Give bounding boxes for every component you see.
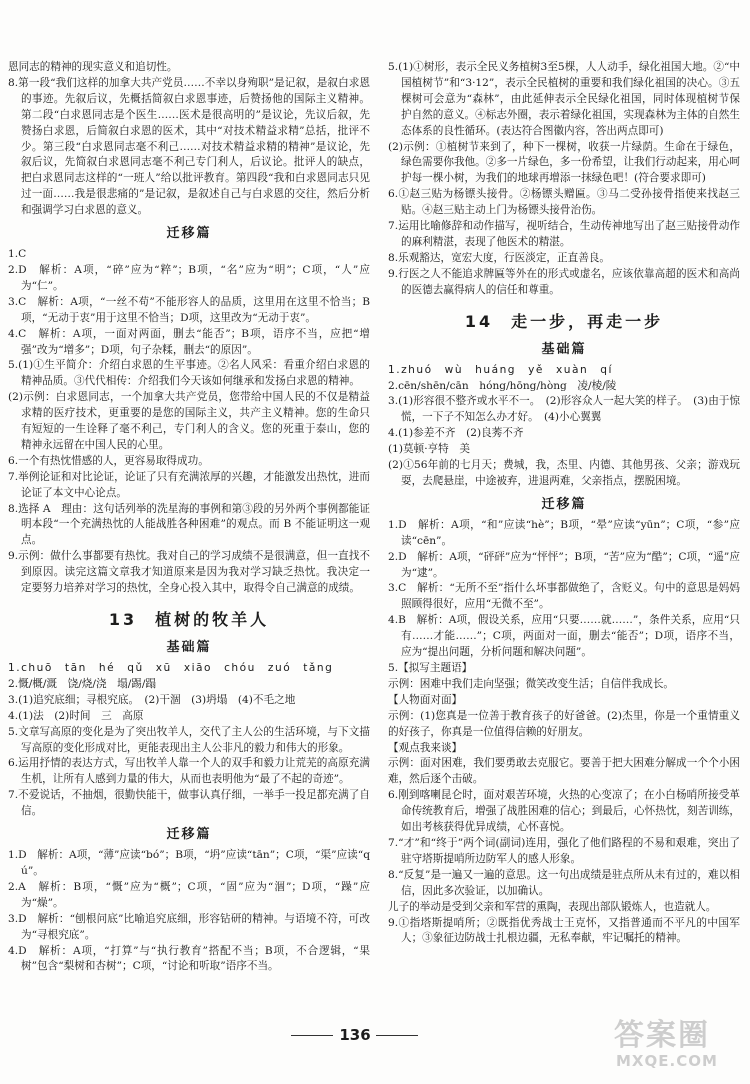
answer-item: 2.D 解析：A项，“砰砰”应为“怦怦”；B项，“苦”应为“酷”；C项，“遥”应为“逮”。 [388,550,740,579]
answer-item: 7.运用比喻修辞和动作描写，视听结合，生动传神地写出了赵三贴接骨动作的麻利精湛，表现了他医术的精湛。 [388,220,740,248]
answer-item: 1.C [8,248,27,261]
answer-item: 3.D 解析：“刨根问底”比喻追究底细，形容钻研的精神。与语境不符，可改为“寻根究底”。 [8,912,370,941]
answer-item: 4.(1)法 (2)时间 三 高原 [8,709,144,722]
section-heading: 迁移篇 [166,226,212,242]
answer-item: 4.(1)参差不齐 (2)良莠不齐 [388,427,524,440]
left-column [8,60,370,975]
answer-item: 6.运用抒情的表达方式，写出牧羊人靠一个人的双手和毅力让荒芜的高原充满生机，让所有人感到力量的伟大，从而也表明他为“最了不起的奇迹”。 [8,757,370,786]
answer-item: 8.“反复”是一遍又一遍的意思。这一句出成绩是驻点所从未有过的，难以相信，因此多次验证，以加确认。 [388,868,740,897]
answer-item: 3.(1)形容很不整齐或水平不一。 (2)形容众人一起大笑的样子。 (3)由于惊慌，一下子不知怎么办才好。 (4)小心翼翼 [388,395,740,424]
answer-item: 8.乐观豁达，宽宏大度，行医淡定，正直善良。 [388,251,610,264]
page-number: 136 [339,1026,371,1044]
pinyin-line: 1.zhuó wù huáng yě xuàn qí [388,363,613,376]
answer-item: (2)示例：白求恩同志，一个加拿大共产党员，您带给中国人民的不仅是精益求精的医疗技术，更重要的是您的国际主义，共产主义精神。您的生命只有短短的一生诠释了毫不利己，专门利人的含义。您的死重于泰山，您的精神永远留在中国人民的心里。 [8,391,370,451]
answer-item: 3.C 解析：A项，“一丝不苟”不能形容人的品质，这里用在这里不恰当；B项，“无动于衷”用于这里不恰当；D项，这里改为“无动于衷”。 [8,295,370,324]
answer-item: 5.(1)①树形，表示全民义务植树3至5棵，人人动手，绿化祖国大地。②“中国植树节”和“3·12”，表示全民植树的重要和我们绿化祖国的决心。③五棵树可会意为“森林”，由此延伸表示全民绿化祖国，同时体现植树节保护自然的意义。④标志外圈，表示着绿化祖国，实现森林为主体的自然生态体系的良性循环。(表达符合图徽内容，答出两点即可) [388,61,740,137]
watermark-text: 答案圈 [614,1018,710,1053]
answer-item: 【人物面对面】 [388,693,463,706]
answer-item: 9.行医之人不能追求牌匾等外在的形式或虚名，应该依靠高超的医术和高尚的医德去赢得病人的信任和尊重。 [388,267,740,296]
answer-item: 2.慨/概/溉 饶/烧/浇 塌/踢/蹋 [8,677,157,690]
lesson-name: 植树的牧羊人 [155,610,270,629]
answer-item: 6.一个有热忱惜感的人，更容易取得成功。 [8,454,209,467]
answer-item: 儿子的举动是受到父亲和军营的熏陶，表现出部队锻炼人，也造就人。 [388,900,717,913]
answer-item: 5.文章写高原的变化是为了突出牧羊人，交代了主人公的生活环境，与下文描写高原的变化形成对比，更能表现出主人公非凡的毅力和伟大的形象。 [8,725,370,754]
answer-item: (1)莫顿·亨特 美 [388,443,470,456]
answer-item: 9.①指塔斯提哨所；②既指优秀战士王克怀，又指普通而不平凡的中国军人；③象征边防战士扎根边疆，无私奉献，牢记嘱托的精神。 [388,916,740,945]
answer-item: 4.C 解析：A项，一面对两面，删去“能否”；B项，语序不当，应把“增强”改为“增多”；D项，句子杂糅，删去“的原因”。 [8,327,370,356]
section-heading: 基础篇 [541,341,587,357]
answer-item: 示例：困难中我们走向坚强；微笑改变生活；自信伴我成长。 [388,677,675,690]
answer-item: (2)①56年前的七月天；费城，我，杰里、内德、其他男孩、父亲；游戏玩耍，去爬悬崖，中途被弃，进退两难，父亲指点，摆脱困境。 [388,459,740,487]
answer-item: 3.(1)追究底细；寻根究底。 (2)干涸 (3)坍塌 (4)不毛之地 [8,693,296,706]
answer-item: 4.B 解析：A项，假设关系，应用“只要……就……”，条件关系，应用“只有……才能……”；C项，两面对一面，删去“能否”；D项，语序不当，应为“提出问题，分析问题和解决问题”。 [388,614,740,659]
lesson-number: 14 [464,311,494,331]
section-heading: 迁移篇 [541,496,587,512]
answer-item: 5.【拟写主题语】 [388,662,473,674]
answer-item: 示例：(1)您真是一位善于教育孩子的好爸爸。(2)杰里，你是一个重情重义的好孩子，你真是一位值得信赖的好朋友。 [388,709,740,738]
answer-item: 8.第一段“我们这样的加拿大共产党员……不幸以身殉职”是记叙，是叙白求恩的事迹。先叙后议，先概括简叙白求恩事迹，后赞扬他的国际主义精神。第二段“白求恩同志是个医生……医术是很高明的”是议论，先议后叙，先赞扬白求恩，后简叙白求恩的医术，其中“对技术精益求精”总括，批评不少。第三段“白求恩同志毫不利己……对技术精益求精的精神”是议论，先叙后议，先简叙白求恩同志毫不利己专门利人，后议论。批评人的缺点，把白求恩同志这样的“一班人”给以批评教育。第四段“我和白求恩同志只见过一面……我是很悲痛的”是记叙，是叙述自己与白求恩的交往，然后分析和强调学习白求恩的意义。 [8,76,370,217]
answer-item: 2.D 解析：A项，“碎”应为“粹”；B项，“名”应为“明”；C项，“人”应为“仁”。 [8,263,370,292]
right-column [388,60,740,947]
answer-item: 8.选择 A 理由：这句话列举的洗星海的事例和第③段的另外两个事例都能证明本段“一个充满热忱的人能战胜各种困难”的观点。而 B 不能证明这一观点。 [8,502,370,547]
lesson-title [388,309,740,335]
answer-item: 1.D 解析：A项，“和”应读“hè”；B项，“晕”应读“yūn”；C项，“参”应读“cēn”。 [388,518,740,547]
lesson-name: 走一步，再走一步 [511,311,664,331]
answer-item: 2.A 解析：B项，“慨”应为“概”；C项，“固”应为“涸”；D项，“躁”应为“燥”。 [8,880,370,909]
answer-item: 恩同志的精神的现实意义和追切性。 [8,61,178,73]
lesson-title [8,607,370,633]
section-heading: 迁移篇 [166,827,212,843]
section-heading: 基础篇 [166,640,212,655]
answer-item: 示例：面对困难，我们要勇敢去克服它。要善于把大困难分解成一个个小困难，然后逐个击破。 [388,757,740,786]
watermark-url: MXQE.COM [616,1052,718,1070]
lesson-number: 13 [108,610,138,629]
answer-item: 【观点我来谈】 [388,741,463,754]
footer-rule-left [291,1035,333,1036]
answer-item: 7.不爱说话，不抽烟，很勤快能干，做事认真仔细，一举手一投足都充满了自信。 [8,789,370,818]
pinyin-line: 1.chuō tān hé qǔ xū xiāo chóu zuó tǎng [8,662,334,674]
footer-rule-right [376,1035,418,1036]
answer-item: 6.①赵三贴为杨镖头接骨。②杨镖头赠匾。③马二受孙接骨指使来找赵三贴。④赵三贴主动上门为杨镖头接骨治伤。 [388,188,740,217]
answer-item: 1.D 解析：A项，“薄”应读“bó”；B项，“坍”应读“tān”；C项，“渠”应读“qú”。 [8,849,370,877]
answer-item: 7.举例论证和对比论证，论证了只有充满浓厚的兴趣，才能激发出热忱，进而论证了本文中心论点。 [8,470,370,499]
watermark-logo [600,1010,745,1080]
answer-item: 6.刚到喀喇昆仑时，面对艰苦环境，火热的心变凉了；在小白杨哨所接受革命传统教育后，增强了战胜困难的信心；到最后，心怀热忱，刻苦训练，如出考核获得优异成绩，心怀喜悦。 [388,789,740,834]
answer-item: 3.C 解析：“无所不至”指什么坏事都做绝了，含贬义。句中的意思是妈妈照顾得很好，应用“无微不至”。 [388,582,740,611]
answer-item: 5.(1)①生平简介：介绍白求恩的生平事迹。②名人风采：看重介绍白求恩的精神品质。③代代相传：介绍我们今天该如何继承和发扬白求恩的精神。 [8,359,370,388]
answer-item: 7.“才”和“终于”两个词(副词)连用，强化了他们路程的不易和艰难，突出了驻守塔斯提哨所边防军人的感人形象。 [388,836,740,865]
answer-item: 2.cēn/shēn/cān hóng/hōng/hòng 凌/棱/陵 [388,379,617,392]
answer-item: (2)示例：①植树节来到了，种下一棵树，收获一片绿荫。生命在于绿色，绿色需要你我他。②多一片绿色，多一份希望，让我们行动起来，用心呵护每一棵小树，为我们的地球再增添一抹绿色吧！(符合要求即可) [388,140,740,185]
answer-item: 9.示例：做什么事都要有热忱。我对自己的学习成绩不是很满意，但一直找不到原因。读完这篇文章我才知道原来是因为我对学习缺乏热忱。我决定一定要努力培养对学习的热忱，全身心投入其中，取得令自己满意的成绩。 [8,550,370,595]
answer-item: 4.D 解析：A项，“打算”与“执行教育”搭配不当；B项，不合逻辑，“果树”包含“梨树和杏树”；C项，“讨论和听取”语序不当。 [8,944,370,973]
